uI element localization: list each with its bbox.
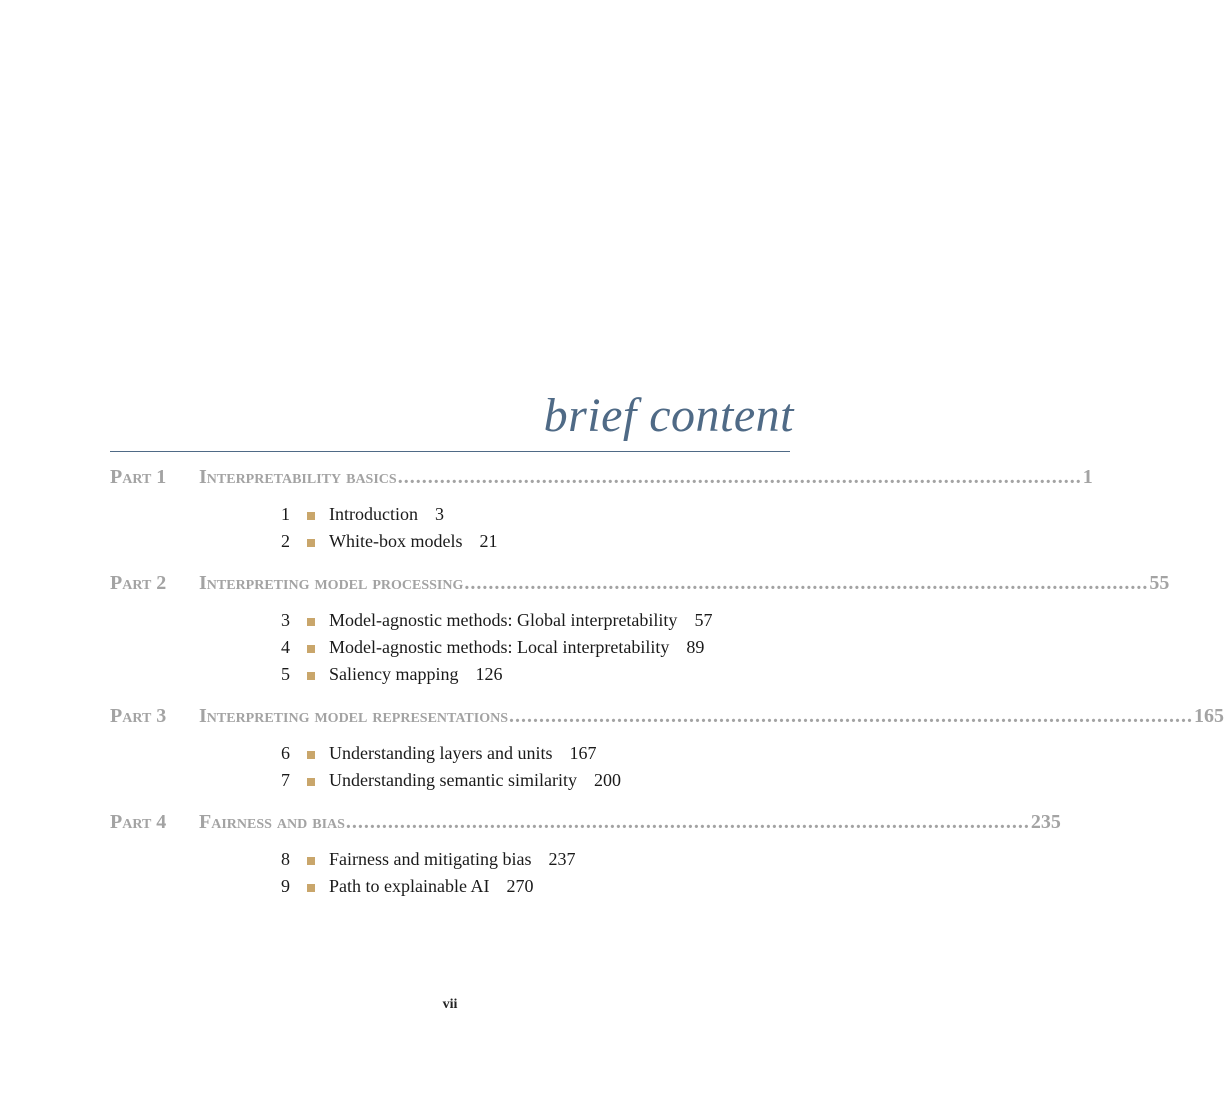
chapter-number: 1	[281, 504, 290, 524]
chapter-entry[interactable]	[110, 504, 770, 531]
chapter-list	[110, 849, 770, 903]
chapter-number: 2	[281, 531, 290, 551]
part-page-number: 1	[1082, 466, 1093, 488]
chapter-title: Model-agnostic methods: Global interpretability	[329, 610, 678, 630]
chapter-page-number: 57	[694, 610, 713, 630]
part-heading[interactable]	[110, 705, 1224, 737]
chapter-list	[110, 610, 770, 691]
chapter-title: Path to explainable AI	[329, 876, 490, 896]
part-title: Interpreting model processing	[199, 572, 464, 594]
square-bullet-icon	[307, 778, 315, 786]
chapter-page-number: 270	[506, 876, 534, 896]
square-bullet-icon	[307, 884, 315, 892]
chapter-page-number: 21	[479, 531, 498, 551]
chapter-number: 6	[281, 743, 290, 763]
part-title: Fairness and bias	[199, 811, 345, 833]
part-label: Part 2	[110, 572, 167, 594]
chapter-number: 3	[281, 610, 290, 630]
chapter-title: Saliency mapping	[329, 664, 459, 684]
part-page-number: 235	[1030, 811, 1061, 833]
chapter-title: Fairness and mitigating bias	[329, 849, 532, 869]
part-heading[interactable]	[110, 811, 1061, 843]
chapter-entry[interactable]	[110, 849, 770, 876]
chapter-number: 4	[281, 637, 290, 657]
chapter-page-number: 237	[548, 849, 576, 869]
square-bullet-icon	[307, 672, 315, 680]
chapter-page-number: 200	[593, 770, 621, 790]
square-bullet-icon	[307, 751, 315, 759]
chapter-entry[interactable]	[110, 610, 770, 637]
chapter-page-number: 126	[475, 664, 503, 684]
square-bullet-icon	[307, 539, 315, 547]
chapter-entry[interactable]	[110, 531, 770, 558]
dot-leader: ..................................................................................................................	[397, 466, 1082, 488]
chapter-entry[interactable]	[110, 770, 770, 797]
part-label: Part 3	[110, 705, 167, 727]
chapter-page-number: 167	[569, 743, 597, 763]
dot-leader: ..................................................................................................................	[508, 705, 1193, 727]
chapter-number: 7	[281, 770, 290, 790]
chapter-title: Understanding semantic similarity	[329, 770, 577, 790]
part-label: Part 1	[110, 466, 167, 488]
chapter-entry[interactable]	[110, 664, 770, 691]
part-group-3	[110, 705, 1224, 797]
chapter-title: Introduction	[329, 504, 418, 524]
square-bullet-icon	[307, 512, 315, 520]
chapter-number: 9	[281, 876, 290, 896]
chapter-page-number: 89	[686, 637, 705, 657]
part-title: Interpretability basics	[199, 466, 397, 488]
chapter-entry[interactable]	[110, 743, 770, 770]
part-group-2	[110, 572, 1170, 691]
title-rule	[110, 451, 790, 452]
page-title: brief content	[543, 389, 794, 442]
part-heading[interactable]	[110, 572, 1170, 604]
chapter-title: Model-agnostic methods: Local interpretability	[329, 637, 670, 657]
chapter-entry[interactable]	[110, 637, 770, 664]
chapter-title: Understanding layers and units	[329, 743, 553, 763]
part-page-number: 55	[1149, 572, 1170, 594]
dot-leader: ..................................................................................................................	[345, 811, 1030, 833]
chapter-page-number: 3	[434, 504, 444, 524]
chapter-title: White-box models	[329, 531, 463, 551]
chapter-entry[interactable]	[110, 876, 770, 903]
square-bullet-icon	[307, 618, 315, 626]
part-group-4	[110, 811, 1061, 903]
chapter-list	[110, 743, 770, 797]
part-title: Interpreting model representations	[199, 705, 508, 727]
part-heading[interactable]	[110, 466, 1093, 498]
table-of-contents	[110, 466, 1224, 917]
part-label: Part 4	[110, 811, 167, 833]
page-number: vii	[442, 997, 458, 1012]
square-bullet-icon	[307, 645, 315, 653]
part-group-1	[110, 466, 1093, 558]
dot-leader: ..................................................................................................................	[464, 572, 1149, 594]
square-bullet-icon	[307, 857, 315, 865]
chapter-number: 5	[281, 664, 290, 684]
chapter-list	[110, 504, 770, 558]
chapter-number: 8	[281, 849, 290, 869]
part-page-number: 165	[1193, 705, 1224, 727]
